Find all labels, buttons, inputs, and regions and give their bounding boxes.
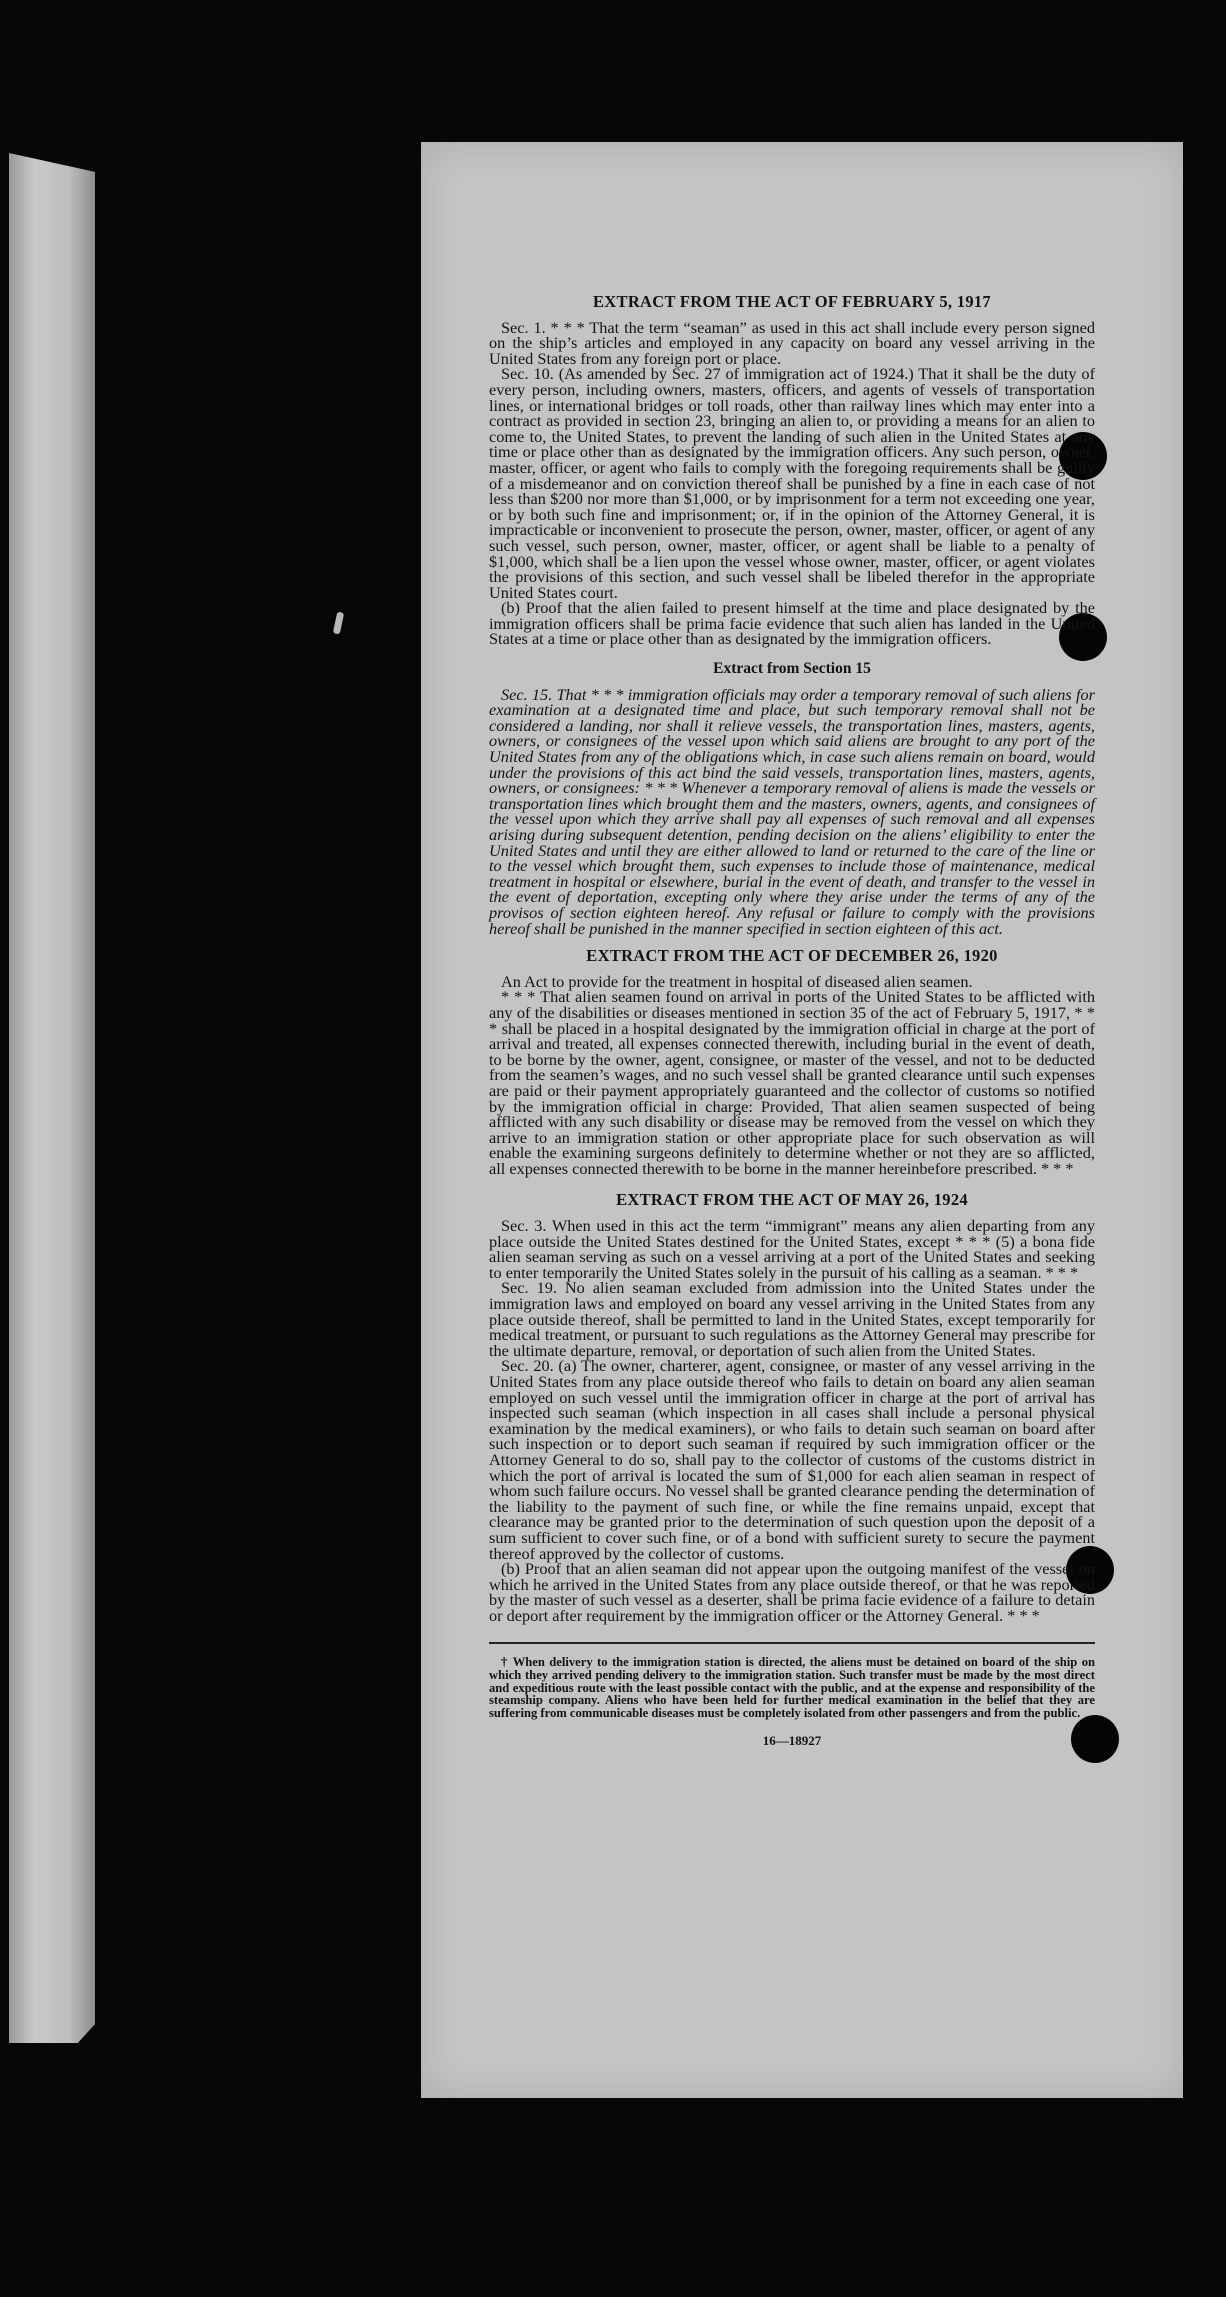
act-1917-heading: EXTRACT FROM THE ACT OF FEBRUARY 5, 1917 — [593, 292, 991, 311]
scan-speck — [333, 612, 344, 635]
sec-19-paragraph: Sec. 19. No alien seaman excluded from admission into the United States under the immigration laws and employed on board any vessel arriving in the United States from any place outside thereof, shall be permitted to land in the United States, except temporarily for medical treatment, or pursuant to such regulations as the Attorney General may prescribe for the ultimate departure, removal, or deportation of such alien from the United States. — [489, 1278, 1095, 1360]
act-1920-body-paragraph: * * * That alien seamen found on arrival in ports of the United States to be afflicted with any of the disabilities or diseases mentioned in section 35 of the act of February 5, 1917, * * * shall be placed in a hospital designated by the immigration official in charge at the port of arrival and treated, all expenses connected therewith, including burial in the event of death, to be borne by the owner, agent, consignee, or master of the vessel, and not to be deducted from the seamen’s wages, and no such vessel shall be granted clearance until such expenses are paid or their payment appropriately guaranteed and the collector of customs so notified by the immigration official in charge: Provided, That alien seamen suspected of being afflicted with any such disability or disease may be removed from the vessel on which they arrive to an immigration station or other appropriate place for such observation as will enable the examining surgeons definitely to determine whether or not they are so afflicted, all expenses connected therewith to be borne in the manner hereinbefore prescribed. * * * — [489, 987, 1095, 1178]
sec-10-paragraph: Sec. 10. (As amended by Sec. 27 of immigration act of 1924.) That it shall be the duty of every person, including owners, masters, officers, and agents of vessels of transportation lines, or international bridges or toll roads, other than railway lines which may enter into a contract as provided in section 23, bringing an alien to, or providing a means for an alien to come to, the United States, to prevent the landing of such alien in the United States at any time or place other than as designated by the immigration officers. Any such person, owner, master, officer, or agent who fails to comply with the foregoing requirements shall be guilty of a misdemeanor and on conviction thereof shall be punished by a fine in each case of not less than $200 nor more than $1,000, or by imprisonment for a term not exceeding one year, or by both such fine and imprisonment; or, if in the opinion of the Attorney General, it is impracticable or inconvenient to prosecute the person, owner, master, officer, or agent of any such vessel, such person, owner, master, officer, or agent shall be liable to a penalty of $1,000, which shall be a lien upon the vessel whose owner, master, officer, or agent violates the provisions of this section, and such vessel shall be libeled therefor in the appropriate United States court. — [489, 364, 1095, 602]
act-1920-section — [489, 948, 1095, 1176]
document-page — [421, 142, 1183, 2098]
sec-1-paragraph: Sec. 1. * * * That the term “seaman” as used in this act shall include every person signed on the ship’s articles and employed in any capacity on board any vessel arriving in the United States from any foreign port or place. — [489, 317, 1095, 368]
adjacent-page-edge — [9, 153, 95, 2043]
section-15-heading: Extract from Section 15 — [713, 660, 871, 678]
form-number: 16—18927 — [762, 1732, 822, 1748]
sec-20a-paragraph: Sec. 20. (a) The owner, charterer, agent, consignee, or master of any vessel arriving in the United States from any place outside thereof who fails to detain on board any alien seaman employed on such vessel until the immigration officer in charge at the port of arrival has inspected such seaman (which inspection in all cases shall include a personal physical examination by the medical examiners), or who fails to detain such seaman on board after such inspection or to deport such seaman if required by such immigration officer or the Attorney General to do so, shall pay to the collector of customs of the customs district in which the port of arrival is located the sum of $1,000 for each alien seaman in respect of whom such failure occurs. No vessel shall be granted clearance pending the determination of the liability to the payment of such fine, or while the fine remains unpaid, except that clearance may be granted prior to the determination of such question upon the deposit of a sum sufficient to cover such fine, or of a bond with sufficient surety to secure the payment thereof approved by the collector of customs. — [489, 1356, 1095, 1563]
act-1920-title-paragraph: An Act to provide for the treatment in hospital of diseased alien seamen. — [501, 971, 973, 991]
footnote: † When delivery to the immigration station is directed, the aliens must be detained on board of the ship on which they arrived pending delivery to the immigration station. Such transfer must be made by the most direct and expeditious route with the least possible contact with the public, and at the expense and responsibility of the steamship company. Aliens who have been held for further medical examination in the belief that they are suffering from communicable diseases must be completely isolated from other passengers and from the public. — [489, 1655, 1095, 1721]
section-15-extract — [489, 661, 1095, 936]
act-1920-heading: EXTRACT FROM THE ACT OF DECEMBER 26, 1920 — [586, 946, 998, 966]
sec-3-paragraph: Sec. 3. When used in this act the term “immigrant” means any alien departing from any place outside the United States destined for the United States, except * * * (5) a bona fide alien seaman serving as such on a vessel arriving at a port of the United States and seeking to enter temporarily the United States solely in the pursuit of his calling as a seaman. * * * — [489, 1216, 1095, 1282]
act-1924-section — [489, 1192, 1095, 1623]
act-1924-heading: EXTRACT FROM THE ACT OF MAY 26, 1924 — [616, 1190, 968, 1210]
sec-20b-paragraph: (b) Proof that an alien seaman did not appear upon the outgoing manifest of the vessel on which he arrived in the United States from any place outside thereof, or that he was reported by the master of such vessel as a deserter, shall be prima facie evidence of a failure to detain or deport after requirement by the immigration officer or the Attorney General. * * * — [489, 1559, 1095, 1625]
act-1917-section — [489, 294, 1095, 647]
sec-15-paragraph: Sec. 15. That * * * immigration officials may order a temporary removal of such aliens for examination at a designated time and place, but such temporary removal shall not be considered a landing, nor shall it relieve vessels, the transportation lines, masters, agents, owners, or consignees of the vessel upon which said aliens are brought to any port of the United States from any of the obligations which, in case such aliens remain on board, would under the provisions of this act bind the said vessels, transportation lines, masters, agents, owners, or consignees: * * * Whenever a temporary removal of aliens is made the vessels or transportation lines which brought them and the masters, owners, agents, and consignees of the vessel upon which they arrive shall pay all expenses of such removal and all expenses arising during subsequent detention, pending decision on the aliens’ eligibility to enter the United States and until they are either allowed to land or returned to the care of the line or to the vessel which brought them, such expenses to include those of maintenance, medical treatment in hospital or elsewhere, burial in the event of death, and transfer to the vessel in the event of deportation, excepting only where they arise under the terms of any of the provisos of section eighteen hereof. Any refusal or failure to comply with the provisions hereof shall be punished in the manner specified in section eighteen of this act. — [489, 684, 1095, 938]
document-body — [489, 294, 1095, 1748]
sec-10b-paragraph: (b) Proof that the alien failed to present himself at the time and place designated by the immigration officers shall be prima facie evidence that such alien has landed in the United States at a time or place other than as designated by the immigration officers. — [489, 598, 1095, 649]
footnote-divider — [489, 1642, 1095, 1644]
